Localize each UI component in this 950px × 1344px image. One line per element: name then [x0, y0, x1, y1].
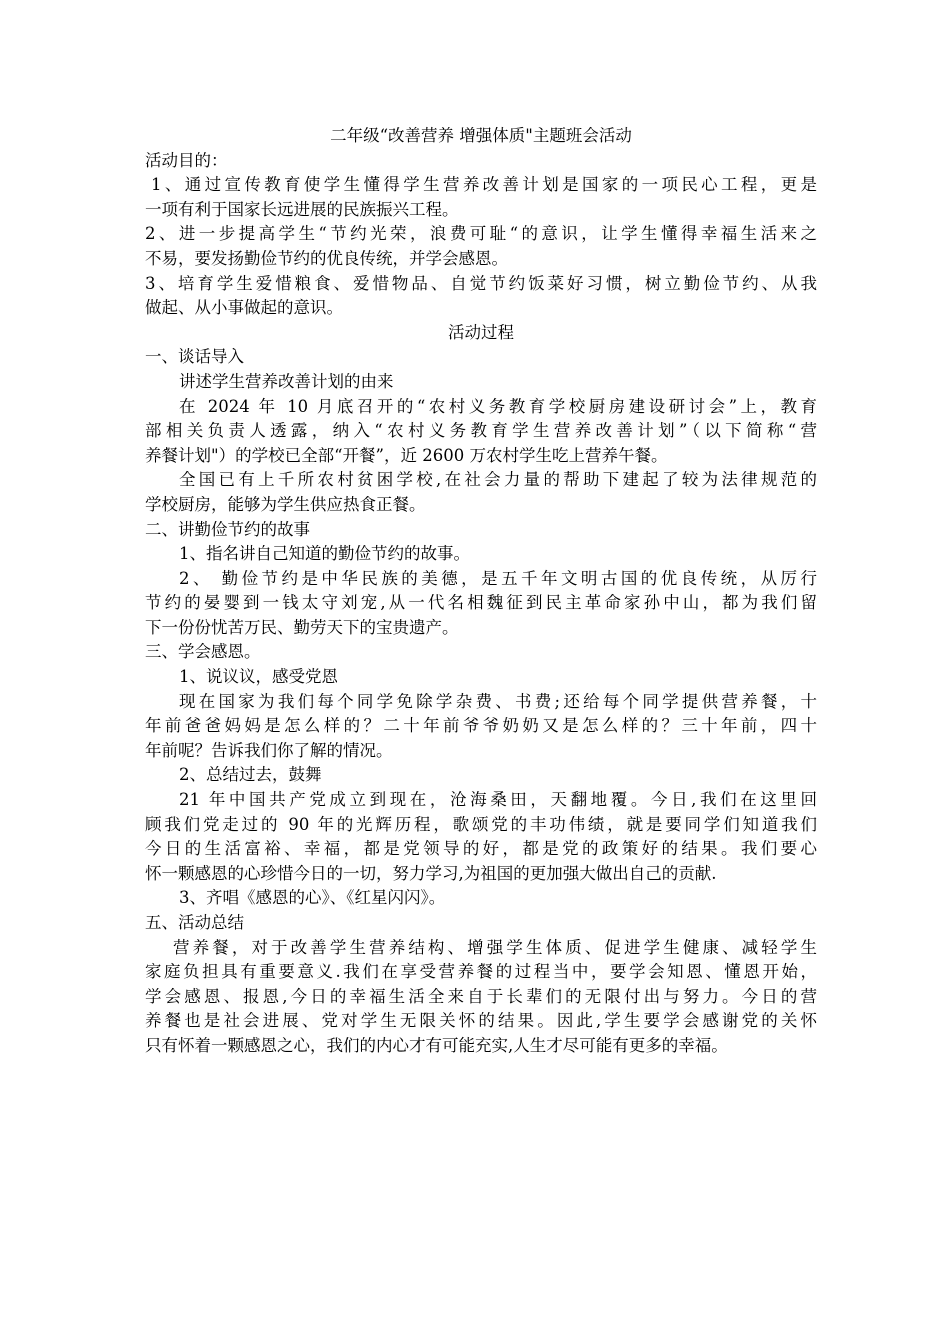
- section-5-paragraph-line-4: 养餐也是社会进展、党对学生无限关怀的结果。因此,学生要学会感谢党的关怀: [145, 1011, 817, 1031]
- section-1-paragraph-2-line-2: 学校厨房，能够为学生供应热食正餐。: [145, 494, 426, 514]
- section-2-item-2-line-2: 节约的晏婴到一钱太守刘宠,从一代名相魏征到民主革命家孙中山，都为我们留: [145, 593, 817, 613]
- section-5-paragraph-line-5: 只有怀着一颗感恩之心，我们的内心才有可能充实,人生才尽可能有更多的幸福。: [145, 1035, 728, 1055]
- section-1-paragraph-2-line-1: 全国已有上千所农村贫困学校,在社会力量的帮助下建起了较为法律规范的: [179, 470, 817, 490]
- section-1-paragraph-1-line-1: 在 2024 年 10 月底召开的“农村义务教育学校厨房建设研讨会”上，教育: [179, 396, 817, 416]
- section-3-paragraph-1-line-1: 现在国家为我们每个同学免除学杂费、书费;还给每个同学提供营养餐，十: [179, 691, 817, 711]
- purpose-item-2-line-2: 不易，要发扬勤俭节约的优良传统，并学会感恩。: [145, 248, 508, 268]
- section-2-item-2-line-3: 下一份份忧苦万民、勤劳天下的宝贵遗产。: [145, 617, 459, 637]
- section-3-paragraph-2-line-4: 怀一颗感恩的心珍惜今日的一切，努力学习,为祖国的更加强大做出自己的贡献.: [145, 863, 717, 883]
- document-page: [145, 124, 817, 1059]
- section-5-heading: 五、活动总结: [145, 913, 244, 932]
- purpose-item-1-line-1: 1、通过宣传教育使学生懂得学生营养改善计划是国家的一项民心工程，更是: [151, 175, 817, 195]
- document-title: 二年级“改善营养 增强体质"主题班会活动: [330, 126, 632, 145]
- section-3-paragraph-2-line-1: 21 年中国共产党成立到现在，沧海桑田，天翻地覆。今日,我们在这里回: [179, 790, 817, 810]
- section-3-paragraph-1-line-2: 年前爸爸妈妈是怎么样的？二十年前爷爷奶奶又是怎么样的？三十年前，四十: [145, 716, 817, 736]
- section-1-subheading: 讲述学生营养改善计划的由来: [179, 371, 394, 391]
- purpose-item-2-line-1: 2、进一步提高学生“节约光荣，浪费可耻“的意识，让学生懂得幸福生活来之: [145, 224, 817, 244]
- section-2-item-2-line-1: 2、 勤俭节约是中华民族的美德，是五千年文明古国的优良传统，从厉行: [179, 568, 817, 588]
- section-2-item-1: 1、指名讲自己知道的勤俭节约的故事。: [179, 544, 470, 564]
- section-3-subheading-3: 3、齐唱《感恩的心》、《红星闪闪》。: [179, 888, 446, 908]
- section-3-paragraph-1-line-3: 年前呢？告诉我们你了解的情况。: [145, 740, 393, 760]
- purpose-item-3-line-2: 做起、从小事做起的意识。: [145, 298, 343, 318]
- purpose-item-3-line-1: 3、培育学生爱惜粮食、爱惜物品、自觉节约饭菜好习惯，树立勤俭节约、从我: [145, 273, 817, 293]
- purpose-item-1-line-2: 一项有利于国家长远进展的民族振兴工程。: [145, 199, 459, 219]
- section-5-paragraph-line-3: 学会感恩、报恩,今日的幸福生活全来自于长辈们的无限付出与努力。今日的营: [145, 986, 817, 1006]
- section-3-paragraph-2-line-3: 今日的生活富裕、幸福，都是党领导的好，都是党的政策好的结果。我们要心: [145, 839, 817, 859]
- process-heading: 活动过程: [448, 322, 514, 342]
- section-3-paragraph-2-line-2: 顾我们党走过的 90 年的光辉历程，歌颂党的丰功伟绩，就是要同学们知道我们: [145, 814, 817, 834]
- purpose-heading: 活动目的：: [145, 150, 228, 170]
- section-1-paragraph-1-line-3: 养餐计划"）的学校已全部“开餐”，近 2600 万农村学生吃上营养午餐。: [145, 445, 668, 465]
- section-1-heading: 一、谈话导入: [145, 347, 244, 367]
- section-1-paragraph-1-line-2: 部相关负责人透露，纳入“农村义务教育学生营养改善计划”（以下简称“营: [145, 421, 817, 441]
- section-2-heading: 二、讲勤俭节约的故事: [145, 519, 310, 539]
- section-3-heading: 三、学会感恩。: [145, 642, 261, 662]
- section-5-paragraph-line-1: 营养餐，对于改善学生营养结构、增强学生体质、促进学生健康、减轻学生: [173, 937, 817, 957]
- section-3-subheading-2: 2、总结过去，鼓舞: [179, 765, 322, 785]
- section-5-paragraph-line-2: 家庭负担具有重要意义.我们在享受营养餐的过程当中，要学会知恩、懂恩开始，: [145, 962, 817, 982]
- section-3-subheading-1: 1、说议议，感受党恩: [179, 667, 338, 687]
